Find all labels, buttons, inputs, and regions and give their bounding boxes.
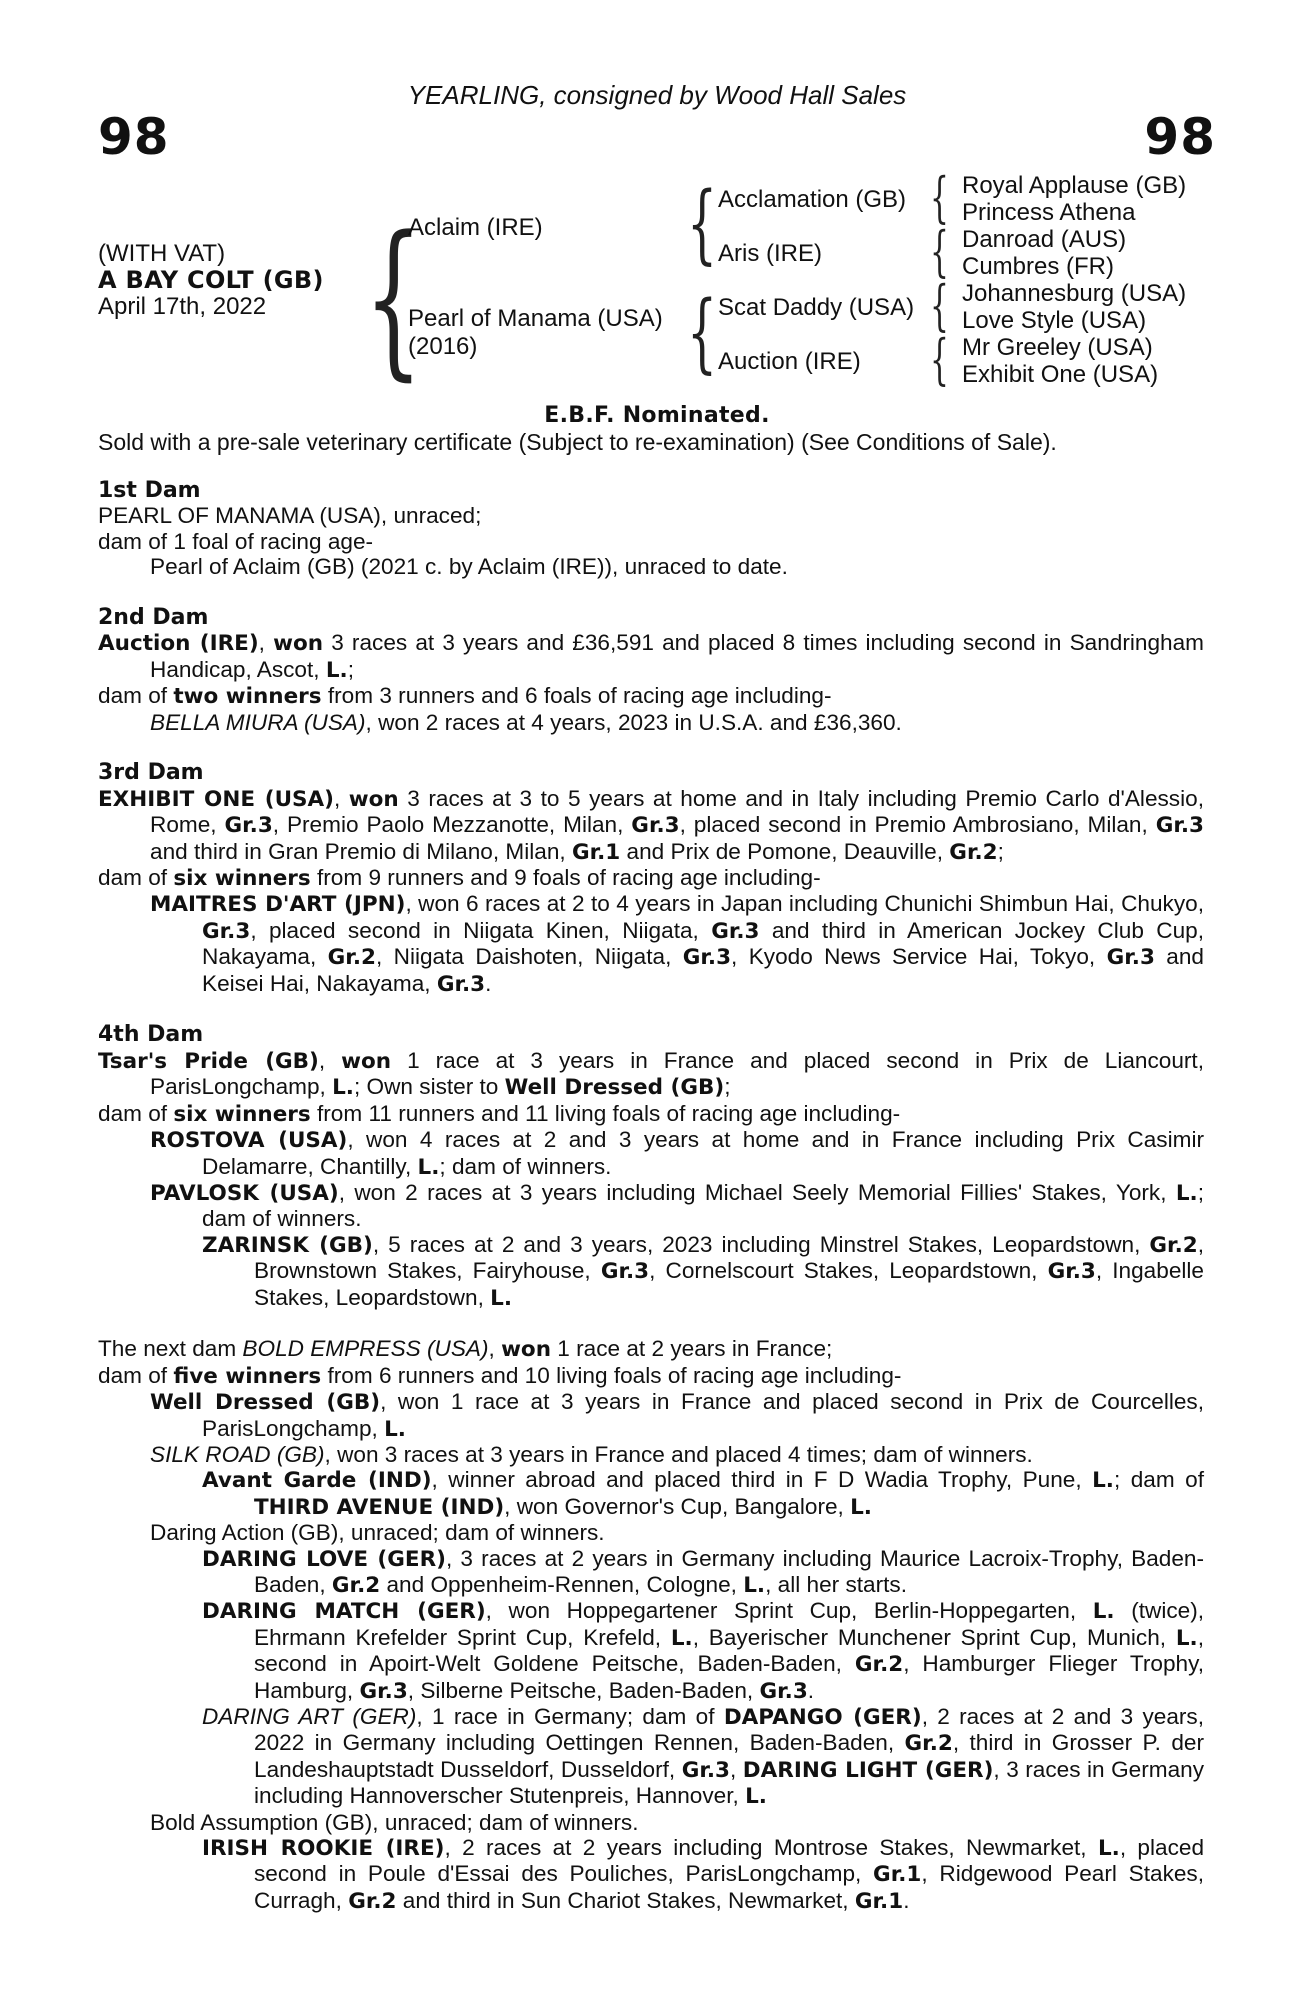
well-dressed: Well Dressed (GB), won 1 race at 3 years in France and placed second in Prix de Courcelles, ParisLongchamp, L. [150,1389,1205,1442]
sire-brace: { [687,174,718,274]
dam: Pearl of Manama (USA) [408,305,663,332]
lot-number-left: 98 [98,108,170,166]
vat-note: (WITH VAT) [98,240,226,267]
lot-number-right: 98 [1144,108,1216,166]
daring-art: DARING ART (GER), 1 race in Germany; dam of DAPANGO (GER), 2 races at 2 and 3 years, 2022 in Germany including Oettingen Rennen, Baden-Baden, Gr.2, third in Grosser P. der Landeshauptstadt Dusseldorf, Dusseldorf, Gr.3, DARING LIGHT (GER), 3 races in Germany including Hannoverscher Stutenpreis, Hannover, L. [202,1704,1205,1810]
brace-2: { [930,220,949,283]
second-dam-produce: dam of two winners from 3 runners and 6 foals of racing age including- [98,683,832,710]
dam-line-text [98,478,1204,1914]
ancestor-7: Mr Greeley (USA) [962,334,1153,361]
daring-match: DARING MATCH (GER), won Hoppegartener Sprint Cup, Berlin-Hoppegarten, L. (twice), Ehrmann Krefelder Sprint Cup, Krefeld, L., Bayerischer Munchener Sprint Cup, Munich, L., second in Apoirt-Welt Goldene Peitsche, Baden-Baden, Gr.2, Hamburger Flieger Trophy, Hamburg, Gr.3, Silberne Peitsche, Baden-Baden, Gr.3. [202,1598,1205,1704]
bella-miura: BELLA MIURA (USA), won 2 races at 4 years, 2023 in U.S.A. and £36,360. [150,709,902,735]
horse-name: A BAY COLT (GB) [98,266,324,294]
second-dam-heading: 2nd Dam [98,605,209,631]
maitres-d-art: MAITRES D'ART (JPN), won 6 races at 2 to 4 years in Japan including Chunichi Shimbun Hai, Chukyo, Gr.3, placed second in Niigata Kinen, Niigata, Gr.3 and third in American Jockey Club Cup, Nakayama, Gr.2, Niigata Daishoten, Niigata, Gr.3, Kyodo News Service Hai, Tokyo, Gr.3 and Keisei Hai, Nakayama, Gr.3. [150,891,1204,997]
pavlosk: PAVLOSK (USA), won 2 races at 3 years including Michael Seely Memorial Fillies' Stakes, York, L.; dam of winners. [150,1179,1204,1232]
brace-4: { [930,328,949,391]
ebf-note: E.B.F. Nominated. [544,403,770,428]
fourth-dam-produce: dam of six winners from 11 runners and 11 living foals of racing age including- [98,1100,901,1127]
first-dam-heading: 1st Dam [98,478,201,503]
ancestor-1: Royal Applause (GB) [962,172,1187,199]
next-dam-record: The next dam BOLD EMPRESS (USA), won 1 race at 2 years in France; [98,1336,833,1363]
daring-love: DARING LOVE (GER), 3 races at 2 years in Germany including Maurice Lacroix-Trophy, Baden-Baden, Gr.2 and Oppenheim-Rennen, Cologne, L., all her starts. [202,1545,1205,1598]
fourth-dam-heading: 4th Dam [98,1022,204,1048]
brace-1: { [930,166,949,229]
ancestor-6: Love Style (USA) [962,307,1147,334]
first-dam-foal: Pearl of Aclaim (GB) (2021 c. by Aclaim (IRE)), unraced to date. [150,554,788,580]
fourth-dam-record: Tsar's Pride (GB), won 1 race at 3 years in France and placed second in Prix de Liancourt, ParisLongchamp, L.; Own sister to Well Dressed (GB); [98,1047,1204,1101]
daring-action: Daring Action (GB), unraced; dam of winners. [150,1520,605,1546]
page-header: YEARLING, consigned by Wood Hall Sales [407,80,907,110]
ancestor-5: Johannesburg (USA) [962,280,1187,307]
vet-certificate-note: Sold with a pre-sale veterinary certificate (Subject to re-examination) (See Conditions of Sale). [98,429,1057,455]
zarinsk: ZARINSK (GB), 5 races at 2 and 3 years, 2023 including Minstrel Stakes, Leopardstown, Gr.2, Brownstown Stakes, Fairyhouse, Gr.3, Cornelscourt Stakes, Leopardstown, Gr.3, Ingabelle Stakes, Leopardstown, L. [202,1231,1204,1311]
bold-assumption: Bold Assumption (GB), unraced; dam of winners. [150,1809,639,1835]
dam-year: (2016) [408,333,478,360]
first-dam-produce-line: dam of 1 foal of racing age- [98,528,374,554]
foaling-date: April 17th, 2022 [98,293,267,320]
ancestor-4: Cumbres (FR) [962,253,1115,280]
next-dam-produce: dam of five winners from 6 runners and 10 living foals of racing age including- [98,1362,902,1389]
ancestor-8: Exhibit One (USA) [962,361,1159,388]
ancestor-2: Princess Athena [962,199,1136,226]
irish-rookie: IRISH ROOKIE (IRE), 2 races at 2 years including Montrose Stakes, Newmarket, L., placed second in Poule d'Essai des Pouliches, ParisLongchamp, Gr.1, Ridgewood Pearl Stakes, Curragh, Gr.2 and third in Sun Chariot Stakes, Newmarket, Gr.1. [202,1835,1205,1914]
first-dam-line: PEARL OF MANAMA (USA), unraced; [98,503,482,529]
sire-of-dam: Scat Daddy (USA) [718,294,915,321]
sire: Aclaim (IRE) [408,214,543,241]
ancestor-3: Danroad (AUS) [962,226,1127,253]
dam-of-dam: Auction (IRE) [718,348,861,375]
sire-dam-brace: { [364,200,423,396]
third-dam-record: EXHIBIT ONE (USA), won 3 races at 3 to 5 years at home and in Italy including Premio Carlo d'Alessio, Rome, Gr.3, Premio Paolo Mezzanotte, Milan, Gr.3, placed second in Premio Ambrosiano, Milan, Gr.3 and third in Gran Premio di Milano, Milan, Gr.1 and Prix de Pomone, Deauville, Gr.2; [98,785,1204,865]
brace-3: { [930,274,949,337]
sire-of-sire: Acclamation (GB) [718,186,907,213]
rostova: ROSTOVA (USA), won 4 races at 2 and 3 years at home and in France including Prix Casimir Delamarre, Chantilly, L.; dam of winners. [150,1127,1204,1180]
dam-brace: { [687,283,718,383]
silk-road: SILK ROAD (GB), won 3 races at 3 years in France and placed 4 times; dam of winners. [150,1441,1033,1467]
third-dam-produce: dam of six winners from 9 runners and 9 foals of racing age including- [98,865,821,892]
second-dam-record: Auction (IRE), won 3 races at 3 years and £36,591 and placed 8 times including second in Sandringham Handicap, Ascot, L.; [98,630,1204,683]
avant-garde: Avant Garde (IND), winner abroad and placed third in F D Wadia Trophy, Pune, L.; dam of THIRD AVENUE (IND), won Governor's Cup, Bangalore, L. [202,1467,1204,1520]
third-dam-heading: 3rd Dam [98,760,204,786]
dam-of-sire: Aris (IRE) [718,240,822,267]
